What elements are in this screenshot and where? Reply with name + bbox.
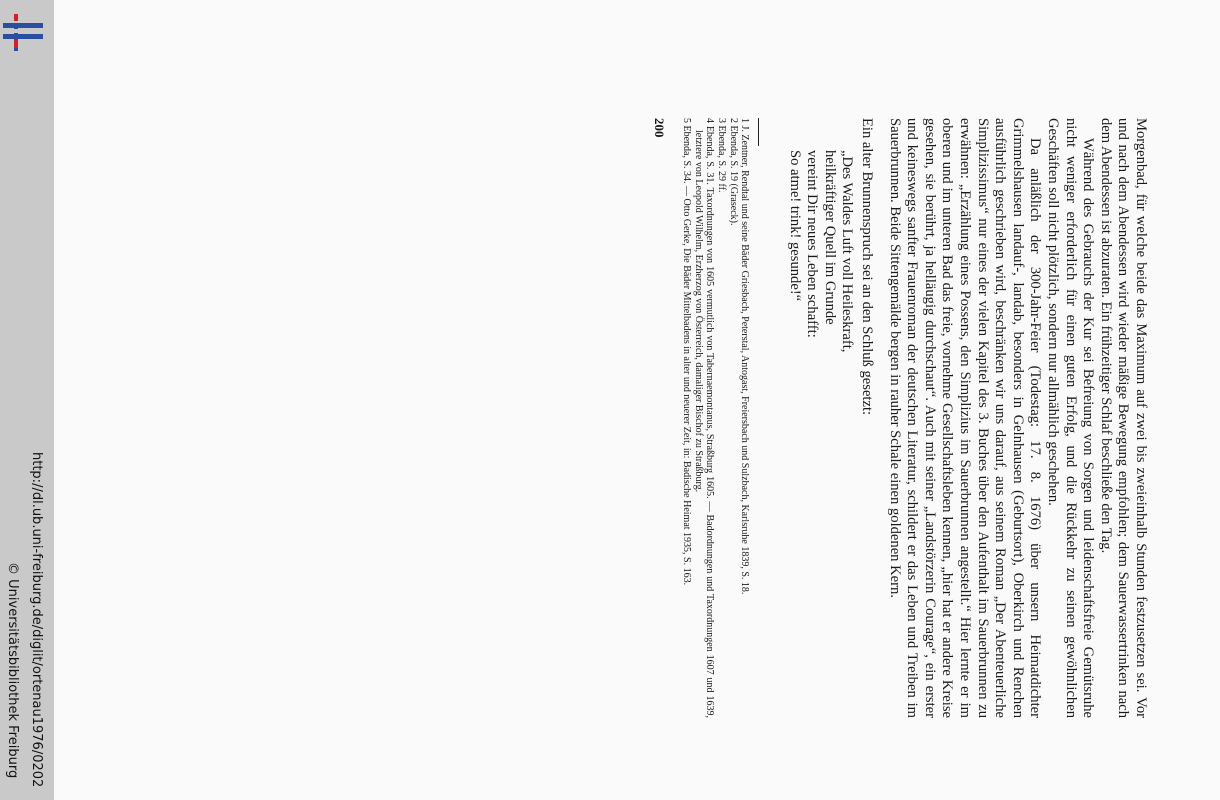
footnote: 5 Ebenda, S. 34. — Otto Gerke, Die Bäder Mittelbadens in alter und neuerer Zeit, in: Badische Heimat 1935, S. 163. [681,118,693,586]
footnote: 3 Ebenda, S. 29 ff. [715,118,727,193]
source-url[interactable]: http://dl.ub.uni-freiburg.de/diglit/ortenau1976/0202 [29,452,44,788]
sidebar [0,0,54,800]
copyright-notice: © Universitätsbibliothek Freiburg [5,562,20,779]
footnote: 2 Ebenda, S. 19 (Graseck). [727,118,739,226]
footnote: 4 Ebenda, S. 31. Taxordnungen von 1605 vermutlich von Tabernaemontanus, Straßburg 1605. — Badordnungen und Taxordnungen 1607 und 1639, letztere von Leopold Wilhelm, Erzherzog von Österreich, damaliger Bischof zu Straßburg. [692,118,716,718]
paragraph: Da anläßlich der 300-Jahr-Feier (Todestag: 17. 8. 1676) über unsern Heimatdichter Grimmelshausen landauf-, landab, besonders in Gelnhausen (Geburtsort), Oberkirch und Renchen ausführlich geschrieben wird, beschränken wir uns darauf, aus seinem Roman „Der Abenteuerliche Simplizissimus“ nur eines der vielen Kapitel des 3. Buches über den Aufenthalt im Sauerbrunnen zu erwähnen: „Erzählung eines Possens, den Simplizius im Sauerbrunnen angestellt.“ Hier lernte er im oberen und im unteren Bad das freie, vornehme Gesellschaftsleben kennen, „hier hat er andere Kreise gesehen, sie berührt, ja helläugig durchschaut“. Auch mit seiner „Landstörzerin Courage“, ein erster und keineswegs sanfter Frauenroman der deutschen Literatur, schildert er das Leben und Treiben im Sauerbrunnen. Beide Sittengemälde bergen in rauher Schale einen goldenen Kern. [886,118,1044,718]
verse-line: „Des Waldes Luft voll Heileskraft, [839,150,856,353]
paragraph: Morgenbad, für welche beide das Maximum auf zwei bis zweieinhalb Stunden festzusetzen sei. Vor und nach dem Abendessen wird wieder mäßige Bewegung empfohlen; dem Sauerwassertrinken nach dem Abendessen ist abzuraten. Ein frühzeitiger Schlaf beschließe den Tag. [1097,118,1149,718]
printed-page [249,118,1149,718]
page-number: 200 [651,118,667,138]
footnote-divider [758,118,759,146]
footnote: 1 J. Zentner, Rendtal und seine Bäder Griesbach, Peterstal, Antogast, Freiersbach und Sulzbach, Karlsruhe 1839, S. 18. [739,118,751,595]
verse-line: heilkräftiger Quell im Grunde [821,150,838,325]
scanned-page-area [54,0,1220,800]
paragraph: Während des Gebrauchs der Kur sei Befreiung von Sorgen und leidenschaftsfreie Gemütsruhe nicht weniger erforderlich für einen guten Erfolg, und die Rückkehr zu seinen gewöhnlichen Geschäften soll nicht plötzlich, sondern nur allmählich geschehen. [1045,118,1097,718]
verse-line: vereint Dir neues Leben schafft: [804,150,821,338]
paragraph: Ein alter Brunnenspruch sei an den Schluß gesetzt: [859,118,876,416]
verse-line: So atme! trink! gesunde!“ [786,150,803,302]
verse-block [785,150,855,718]
